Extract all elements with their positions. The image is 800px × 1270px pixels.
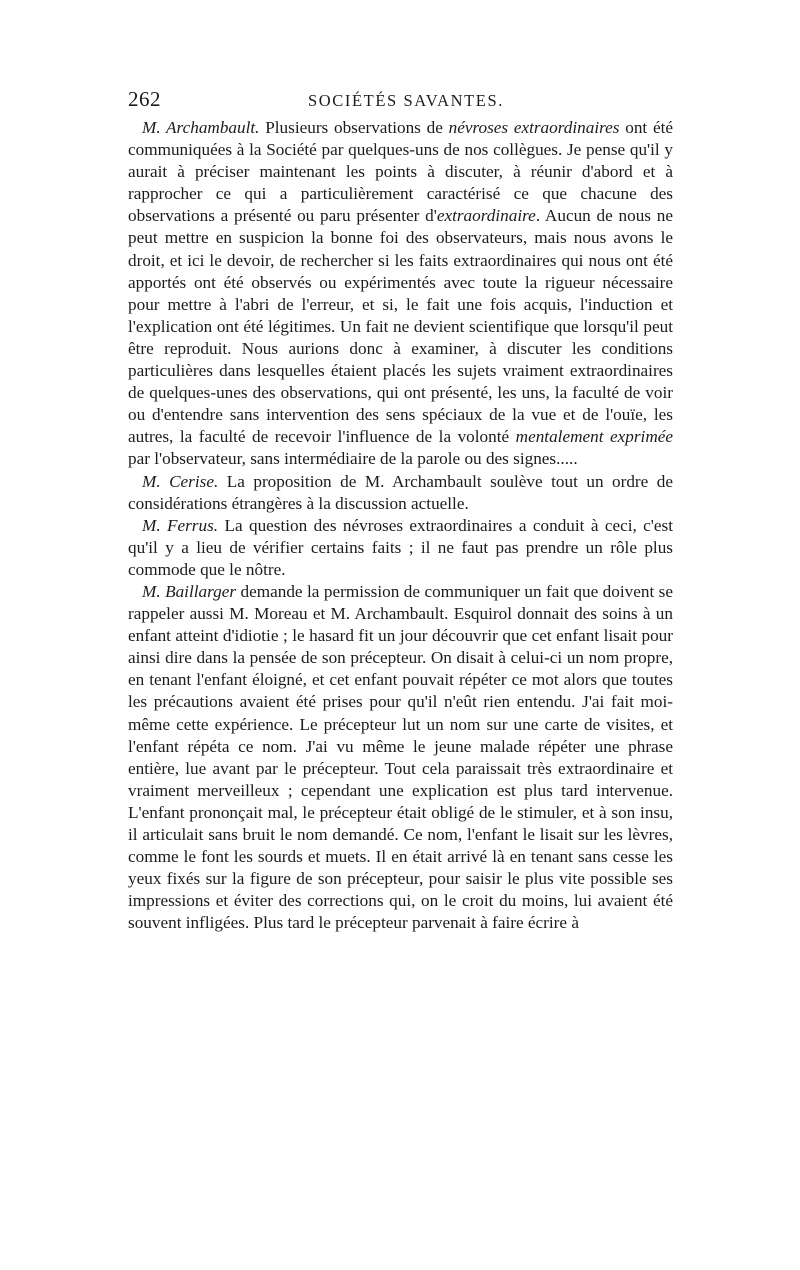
text-segment: par l'observateur, sans intermédiaire de la parole ou des signes.....	[128, 449, 578, 469]
speaker-name: M. Archambault.	[142, 118, 260, 137]
page-number: 262	[128, 87, 161, 111]
text-segment: . Aucun de nous ne peut mettre en suspicion la bonne foi des observateurs, mais nous avons le droit, et ici le devoir, de rechercher si les faits extraordinaires qui nous ont été apportés ont été observés ou expérimentés avec toute la rigueur nécessaire pour mettre à l'abri de l'erreur, et si, le fait une fois acquis, l'induction et l'explication ont été légitimes. Un fait ne devient scientifique que lorsqu'il peut être reproduit. Nous aurions donc à examiner, à discuter les conditions particulières dans lesquelles étaient placés les sujets vraiment extraordinaires de quelques-unes des observations, qui ont présenté, les uns, la faculté de voir ou d'entendre sans intervention des sens spéciaux de la vue et de l'ouïe, les autres, la faculté de recevoir l'influence de la volonté	[128, 206, 673, 447]
paragraph-cerise	[128, 471, 673, 515]
italic-text: mentalement exprimée	[515, 427, 673, 447]
page-header	[128, 88, 673, 114]
speaker-name: M. Cerise.	[142, 471, 219, 491]
text-segment: Plusieurs observations de	[259, 118, 449, 137]
running-title: SOCIÉTÉS SAVANTES.	[308, 91, 504, 110]
text-segment: La question des névroses extraordinaires a conduit à ceci, c'est qu'il y a lieu de vérifier certains faits ; il ne faut pas prendre un rôle plus commode que le nôtre.	[128, 515, 673, 579]
speaker-name: M. Ferrus.	[142, 515, 219, 535]
paragraph-archambault	[128, 117, 673, 471]
italic-text: extraordinaire	[436, 206, 536, 226]
paragraph-ferrus	[128, 515, 673, 581]
text-segment: demande la permission de communiquer un fait que doivent se rappeler aussi M. Moreau et M. Archambault. Esquirol donnait des soins à un enfant atteint d'idiotie ; le hasard fit un jour découvrir que cet enfant lisait pour ainsi dire dans la pensée de son précepteur. On disait à celui-ci un nom propre, en tenant l'enfant éloigné, et cet enfant pouvait répéter ce mot alors que toutes les précautions avaient été prises pour qu'il n'eût rien entendu. J'ai fait moi-même cette expérience. Le précepteur lut un nom sur une carte de visites, et l'enfant répéta ce nom. J'ai vu même le jeune malade répéter une phrase entière, lue avant par le précepteur. Tout cela paraissait très extraordinaire et vraiment merveilleux ; cependant une explication est plus tard intervenue. L'enfant prononçait mal, le précepteur était obligé de le stimuler, et à son insu, il articulait sans bruit le nom demandé. Ce nom, l'enfant le lisait sur les lèvres, comme le font les sourds et muets. Il en était arrivé là en tenant sans cesse les yeux fixés sur la figure de son précepteur, pour saisir le plus vite possible ses impressions et éviter des corrections qui, on le croit du moins, lui avaient été souvent infligées. Plus tard le précepteur parvenait à faire écrire à	[128, 581, 673, 933]
speaker-name: M. Baillarger	[142, 581, 237, 601]
italic-text: névroses extraordinaires	[448, 118, 620, 137]
text-segment: La proposition de M. Archambault soulève tout un ordre de considérations étrangères à la discussion actuelle.	[128, 471, 673, 513]
book-page	[128, 88, 673, 934]
paragraph-baillarger	[128, 581, 673, 935]
text-segment: ont été communiquées à la Société par quelques-uns de nos collègues. Je pense qu'il y aurait à préciser maintenant les points à discuter, à réunir d'abord et à rapprocher ce qui a particulièrement caractérisé ce que chacune des observations a présenté ou paru présenter d'	[128, 118, 673, 226]
